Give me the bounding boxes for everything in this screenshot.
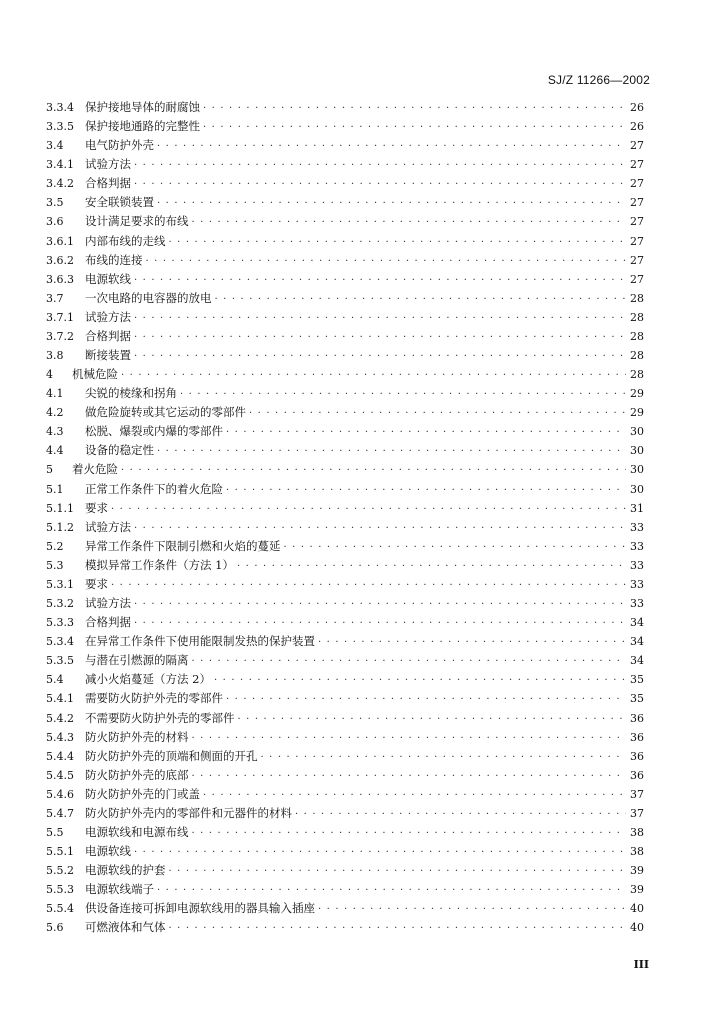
toc-entry-number: 5.5.1 [46,845,74,859]
toc-leader-dots [169,862,627,881]
toc-entry-number: 5.5.2 [46,864,74,878]
toc-entry-title: 要求 [85,500,108,515]
toc-entry-page: 28 [630,291,644,305]
toc-entry-number: 5.4.5 [46,768,74,782]
toc-entry [46,155,644,174]
toc-leader-dots [214,671,626,690]
toc-entry-title: 防火防护外壳的底部 [85,767,189,782]
toc-entry-page: 27 [630,215,644,229]
toc-entry-number: 5.4 [46,673,64,687]
toc-entry [46,174,644,193]
toc-leader-dots [169,233,627,252]
toc-entry [46,709,644,728]
toc-entry [46,98,644,117]
toc-entry-page: 37 [630,787,644,801]
toc-entry-number: 3.3.5 [46,120,74,134]
toc-entry-page: 36 [630,711,644,725]
toc-leader-dots [215,290,627,309]
toc-entry-number: 5.3 [46,558,64,572]
toc-leader-dots [180,385,626,404]
toc-entry-page: 33 [630,577,644,591]
toc-entry-page: 35 [630,673,644,687]
toc-entry [46,747,644,766]
toc-entry-page: 40 [630,902,644,916]
toc-entry [46,403,644,422]
toc-leader-dots [169,919,627,938]
toc-entry-number: 5.5.4 [46,902,74,916]
toc-entry-number: 3.6 [46,215,64,229]
toc-leader-dots [157,442,626,461]
toc-entry-title: 试验方法 [85,157,131,172]
toc-leader-dots [226,481,626,500]
toc-leader-dots [134,519,626,538]
toc-leader-dots [237,557,626,576]
toc-entry [46,537,644,556]
toc-entry-title: 电气防护外壳 [85,138,154,153]
toc-leader-dots [121,366,626,385]
toc-entry-title: 尖锐的棱缘和拐角 [85,386,177,401]
toc-leader-dots [318,900,626,919]
toc-entry-page: 34 [630,635,644,649]
toc-entry [46,346,644,365]
toc-entry [46,632,644,651]
toc-entry-title: 一次电路的电容器的放电 [85,290,212,305]
toc-leader-dots [192,652,627,671]
toc-leader-dots [134,309,626,328]
toc-entry-number: 5.3.3 [46,616,74,630]
toc-entry [46,480,644,499]
toc-entry-number: 3.6.3 [46,272,74,286]
toc-entry-title: 做危险旋转或其它运动的零部件 [85,405,246,420]
toc-entry-title: 设计满足要求的布线 [85,214,189,229]
toc-entry-number: 4.3 [46,425,64,439]
toc-entry [46,861,644,880]
toc-entry-number: 5.1.1 [46,501,74,515]
toc-entry-title: 试验方法 [85,309,131,324]
toc-leader-dots [249,404,626,423]
toc-entry-page: 26 [630,120,644,134]
toc-entry-page: 27 [630,196,644,210]
toc-entry-title: 异常工作条件下限制引燃和火焰的蔓延 [85,538,281,553]
toc-entry [46,289,644,308]
toc-leader-dots [157,137,626,156]
toc-entry-number: 5.4.2 [46,711,74,725]
toc-leader-dots [226,423,626,442]
toc-entry-title: 电源软线 [85,844,131,859]
toc-entry-number: 3.8 [46,349,64,363]
toc-leader-dots [295,805,626,824]
toc-entry-title: 安全联锁装置 [85,195,154,210]
toc-entry [46,251,644,270]
toc-entry [46,670,644,689]
toc-entry-page: 33 [630,558,644,572]
toc-leader-dots [134,347,626,366]
toc-leader-dots [134,328,626,347]
toc-entry-page: 38 [630,845,644,859]
toc-leader-dots [157,194,626,213]
toc-entry-number: 4.1 [46,387,64,401]
toc-entry-page: 29 [630,406,644,420]
toc-entry-number: 5.4.3 [46,730,74,744]
toc-leader-dots [192,824,627,843]
toc-entry [46,422,644,441]
toc-entry-page: 27 [630,177,644,191]
toc-entry [46,460,644,479]
toc-entry-number: 3.7.1 [46,310,74,324]
toc-entry-title: 布线的连接 [85,252,143,267]
toc-entry-title: 需要防火防护外壳的零部件 [85,691,223,706]
toc-entry-title: 防火防护外壳的门或盖 [85,786,200,801]
toc-entry [46,880,644,899]
toc-entry-title: 保护接地通路的完整性 [85,119,200,134]
toc-entry-page: 33 [630,520,644,534]
toc-entry [46,499,644,518]
toc-leader-dots [238,710,627,729]
toc-leader-dots [134,175,626,194]
toc-entry-page: 28 [630,329,644,343]
toc-entry-page: 28 [630,368,644,382]
toc-entry-number: 5.4.4 [46,749,74,763]
toc-entry-number: 5.4.7 [46,806,74,820]
toc-entry-page: 27 [630,253,644,267]
toc-entry-page: 38 [630,825,644,839]
toc-leader-dots [261,748,627,767]
toc-entry-page: 29 [630,387,644,401]
toc-entry [46,594,644,613]
toc-entry [46,785,644,804]
toc-entry [46,232,644,251]
toc-leader-dots [134,614,626,633]
toc-entry-number: 5.3.1 [46,577,74,591]
toc-entry-number: 5.5.3 [46,883,74,897]
toc-leader-dots [203,118,626,137]
toc-entry-title: 合格判据 [85,328,131,343]
toc-leader-dots [146,252,627,271]
toc-entry [46,518,644,537]
toc-leader-dots [192,729,627,748]
toc-entry-title: 保护接地导体的耐腐蚀 [85,100,200,114]
toc-entry-title: 松脱、爆裂或内爆的零部件 [85,424,223,439]
toc-entry-page: 39 [630,883,644,897]
toc-entry-page: 36 [630,730,644,744]
toc-entry-title: 与潜在引燃源的隔离 [85,653,189,668]
toc-entry-number: 5.3.4 [46,635,74,649]
toc-entry [46,689,644,708]
toc-entry-number: 3.4.2 [46,177,74,191]
toc-entry-title: 试验方法 [85,519,131,534]
toc-entry-title: 合格判据 [85,176,131,191]
page-number: III [633,958,649,971]
toc-entry-page: 26 [630,101,644,114]
toc-entry [46,556,644,575]
toc-leader-dots [111,500,626,519]
toc-entry [46,327,644,346]
toc-entry-title: 电源软线和电源布线 [85,824,189,839]
toc-entry-title: 断接装置 [85,348,131,363]
toc-entry-page: 33 [630,597,644,611]
toc-entry-number: 5.1 [46,482,64,496]
toc-entry-number: 4.4 [46,444,64,458]
toc-entry-number: 5.2 [46,539,64,553]
toc-entry-title: 电源软线的护套 [85,863,166,878]
toc-entry [46,193,644,212]
toc-leader-dots [192,213,627,232]
toc-entry-page: 30 [630,463,644,477]
toc-entry [46,804,644,823]
toc-entry-number: 3.6.2 [46,253,74,267]
toc-entry-number: 5.3.2 [46,597,74,611]
toc-leader-dots [203,99,626,118]
toc-entry-title: 试验方法 [85,596,131,611]
toc-entry-page: 30 [630,444,644,458]
toc-entry-number: 5.1.2 [46,520,74,534]
toc-leader-dots [134,271,626,290]
toc-entry-page: 33 [630,539,644,553]
toc-entry-title: 减小火焰蔓延（方法 2） [85,672,211,687]
toc-entry-number: 4 [46,368,53,382]
toc-leader-dots [284,538,627,557]
toc-entry-number: 5 [46,463,53,477]
toc-entry-page: 27 [630,139,644,153]
toc-leader-dots [203,786,626,805]
toc-entry-number: 5.5 [46,825,64,839]
toc-entry-number: 5.3.5 [46,654,74,668]
toc-entry-number: 4.2 [46,406,64,420]
toc-entry-page: 28 [630,310,644,324]
toc-entry [46,308,644,327]
toc-entry-number: 3.5 [46,196,64,210]
toc-entry-page: 28 [630,349,644,363]
toc-entry-title: 防火防护外壳的顶端和侧面的开孔 [85,748,258,763]
toc-entry-title: 合格判据 [85,615,131,630]
standard-number: SJ/Z 11266—2002 [547,73,650,87]
toc-entry-page: 31 [630,501,644,515]
toc-entry-page: 27 [630,234,644,248]
toc-entry [46,613,644,632]
toc-leader-dots [134,843,626,862]
toc-entry-title: 可燃液体和气体 [85,920,166,935]
toc-entry-page: 37 [630,806,644,820]
toc-entry [46,842,644,861]
toc-entry [46,651,644,670]
toc-leader-dots [121,461,626,480]
toc-entry-page: 39 [630,864,644,878]
toc-leader-dots [134,156,626,175]
toc-entry-title: 着火危险 [72,462,118,477]
toc-entry-title: 不需要防火防护外壳的零部件 [85,710,235,725]
toc-entry-page: 40 [630,921,644,935]
toc-entry-number: 3.3.4 [46,101,74,114]
toc-entry [46,823,644,842]
toc-entry [46,136,644,155]
toc-entry-number: 5.6 [46,921,64,935]
toc-entry-number: 3.6.1 [46,234,74,248]
toc-entry-number: 3.7.2 [46,329,74,343]
toc-entry-title: 内部布线的走线 [85,233,166,248]
toc-entry-number: 5.4.1 [46,692,74,706]
toc-leader-dots [134,595,626,614]
toc-entry-title: 要求 [85,576,108,591]
toc-entry-number: 3.4 [46,139,64,153]
toc-entry-title: 模拟异常工作条件（方法 1） [85,557,234,572]
toc-entry-page: 36 [630,768,644,782]
toc-entry-page: 27 [630,158,644,172]
toc-entry-number: 3.7 [46,291,64,305]
toc-leader-dots [318,633,626,652]
toc-entry-page: 30 [630,425,644,439]
toc-entry [46,575,644,594]
toc-entry [46,918,644,937]
toc-entry [46,117,644,136]
toc-entry [46,441,644,460]
toc-entry-page: 27 [630,272,644,286]
toc-entry [46,270,644,289]
toc-leader-dots [226,690,626,709]
toc-entry-title: 电源软线 [85,271,131,286]
toc-entry-title: 电源软线端子 [85,882,154,897]
table-of-contents [46,98,644,937]
toc-entry-title: 防火防护外壳的材料 [85,729,189,744]
toc-entry-page: 30 [630,482,644,496]
toc-entry [46,365,644,384]
toc-entry-page: 34 [630,616,644,630]
toc-entry-title: 供设备连接可拆卸电源软线用的器具输入插座 [85,901,315,916]
toc-entry-title: 机械危险 [72,367,118,382]
toc-leader-dots [111,576,626,595]
toc-entry [46,212,644,231]
toc-entry-title: 设备的稳定性 [85,443,154,458]
toc-entry [46,384,644,403]
toc-entry-page: 34 [630,654,644,668]
toc-entry-number: 3.4.1 [46,158,74,172]
toc-entry-title: 在异常工作条件下使用能限制发热的保护装置 [85,634,315,649]
toc-entry-number: 5.4.6 [46,787,74,801]
toc-entry [46,899,644,918]
toc-entry-title: 防火防护外壳内的零部件和元器件的材料 [85,805,292,820]
toc-entry-page: 36 [630,749,644,763]
toc-entry [46,766,644,785]
toc-entry [46,728,644,747]
toc-leader-dots [192,767,627,786]
toc-entry-title: 正常工作条件下的着火危险 [85,481,223,496]
toc-entry-page: 35 [630,692,644,706]
toc-leader-dots [157,881,626,900]
